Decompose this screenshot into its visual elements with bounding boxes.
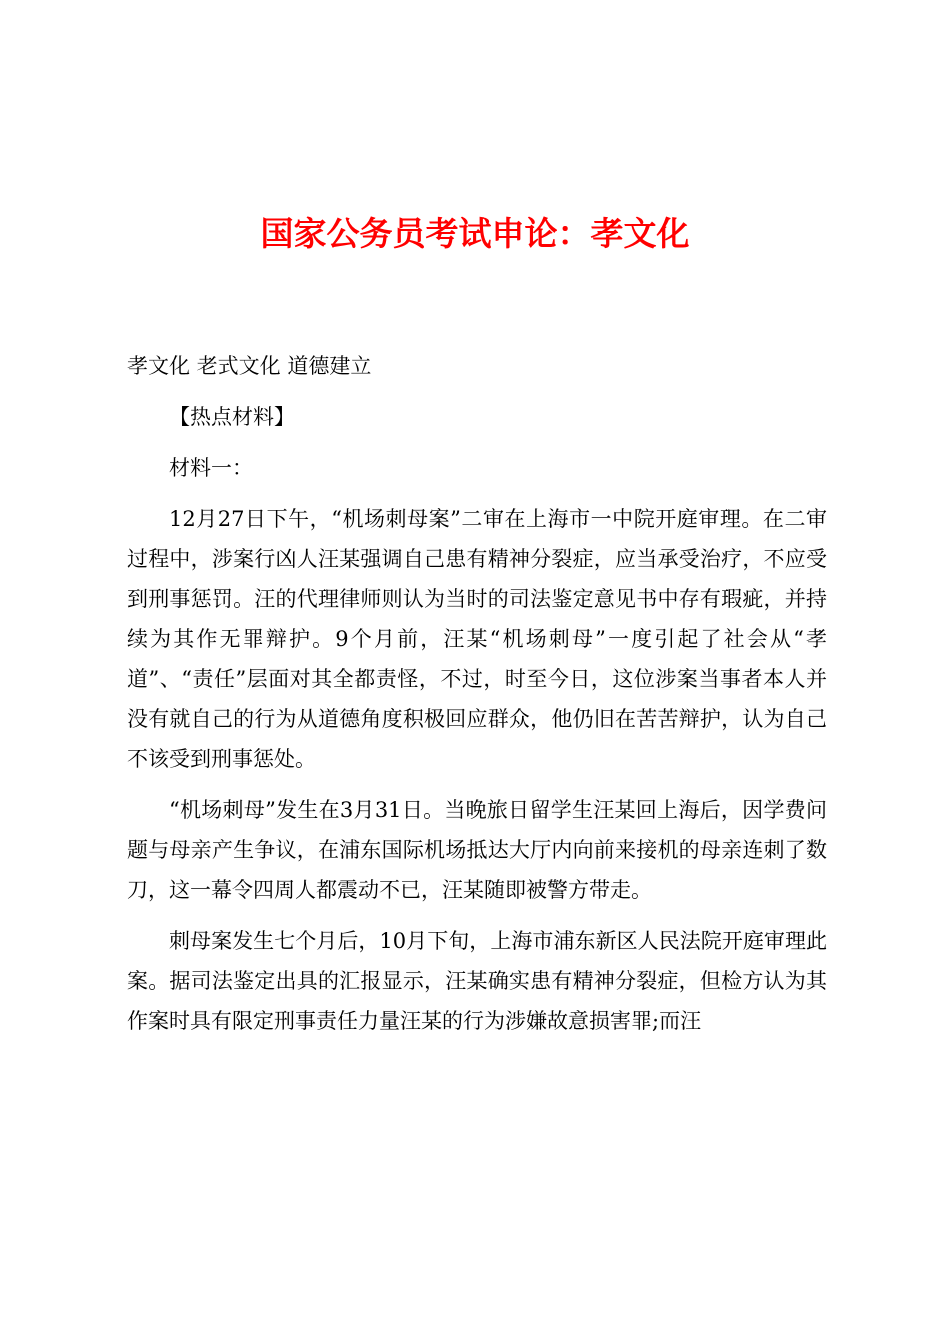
paragraph: “机场刺母”发生在3月31日。当晚旅日留学生汪某回上海后，因学费问题与母亲产生争议，在浦东国际机场抵达大厅内向前来接机的母亲连刺了数刀，这一幕令四周人都震动不已，汪某随即被警方带走。	[127, 798, 827, 902]
material-label: 材料一：	[169, 456, 253, 480]
page-title: 国家公务员考试申论：孝文化	[260, 214, 690, 253]
document-body	[127, 346, 827, 1052]
paragraph: 刺母案发生七个月后，10月下旬，上海市浦东新区人民法院开庭审理此案。据司法鉴定出具的汇报显示，汪某确实患有精神分裂症，但检方认为其作案时具有限定刑事责任力量汪某的行为涉嫌故意损害罪;而汪	[127, 929, 827, 1033]
keywords-line: 孝文化 老式文化 道德建立	[127, 354, 372, 378]
paragraph: 12月27日下午，“机场刺母案”二审在上海市一中院开庭审理。在二审过程中，涉案行凶人汪某强调自己患有精神分裂症，应当承受治疗，不应受到刑事惩罚。汪的代理律师则认为当时的司法鉴定意见书中存有瑕疵，并持续为其作无罪辩护。9个月前，汪某“机场刺母”一度引起了社会从“孝道”、“责任”层面对其全都责怪，不过，时至今日，这位涉案当事者本人并没有就自己的行为从道德角度积极回应群众，他仍旧在苦苦辩护，认为自己不该受到刑事惩处。	[127, 507, 827, 771]
section-heading: 【热点材料】	[169, 405, 295, 429]
